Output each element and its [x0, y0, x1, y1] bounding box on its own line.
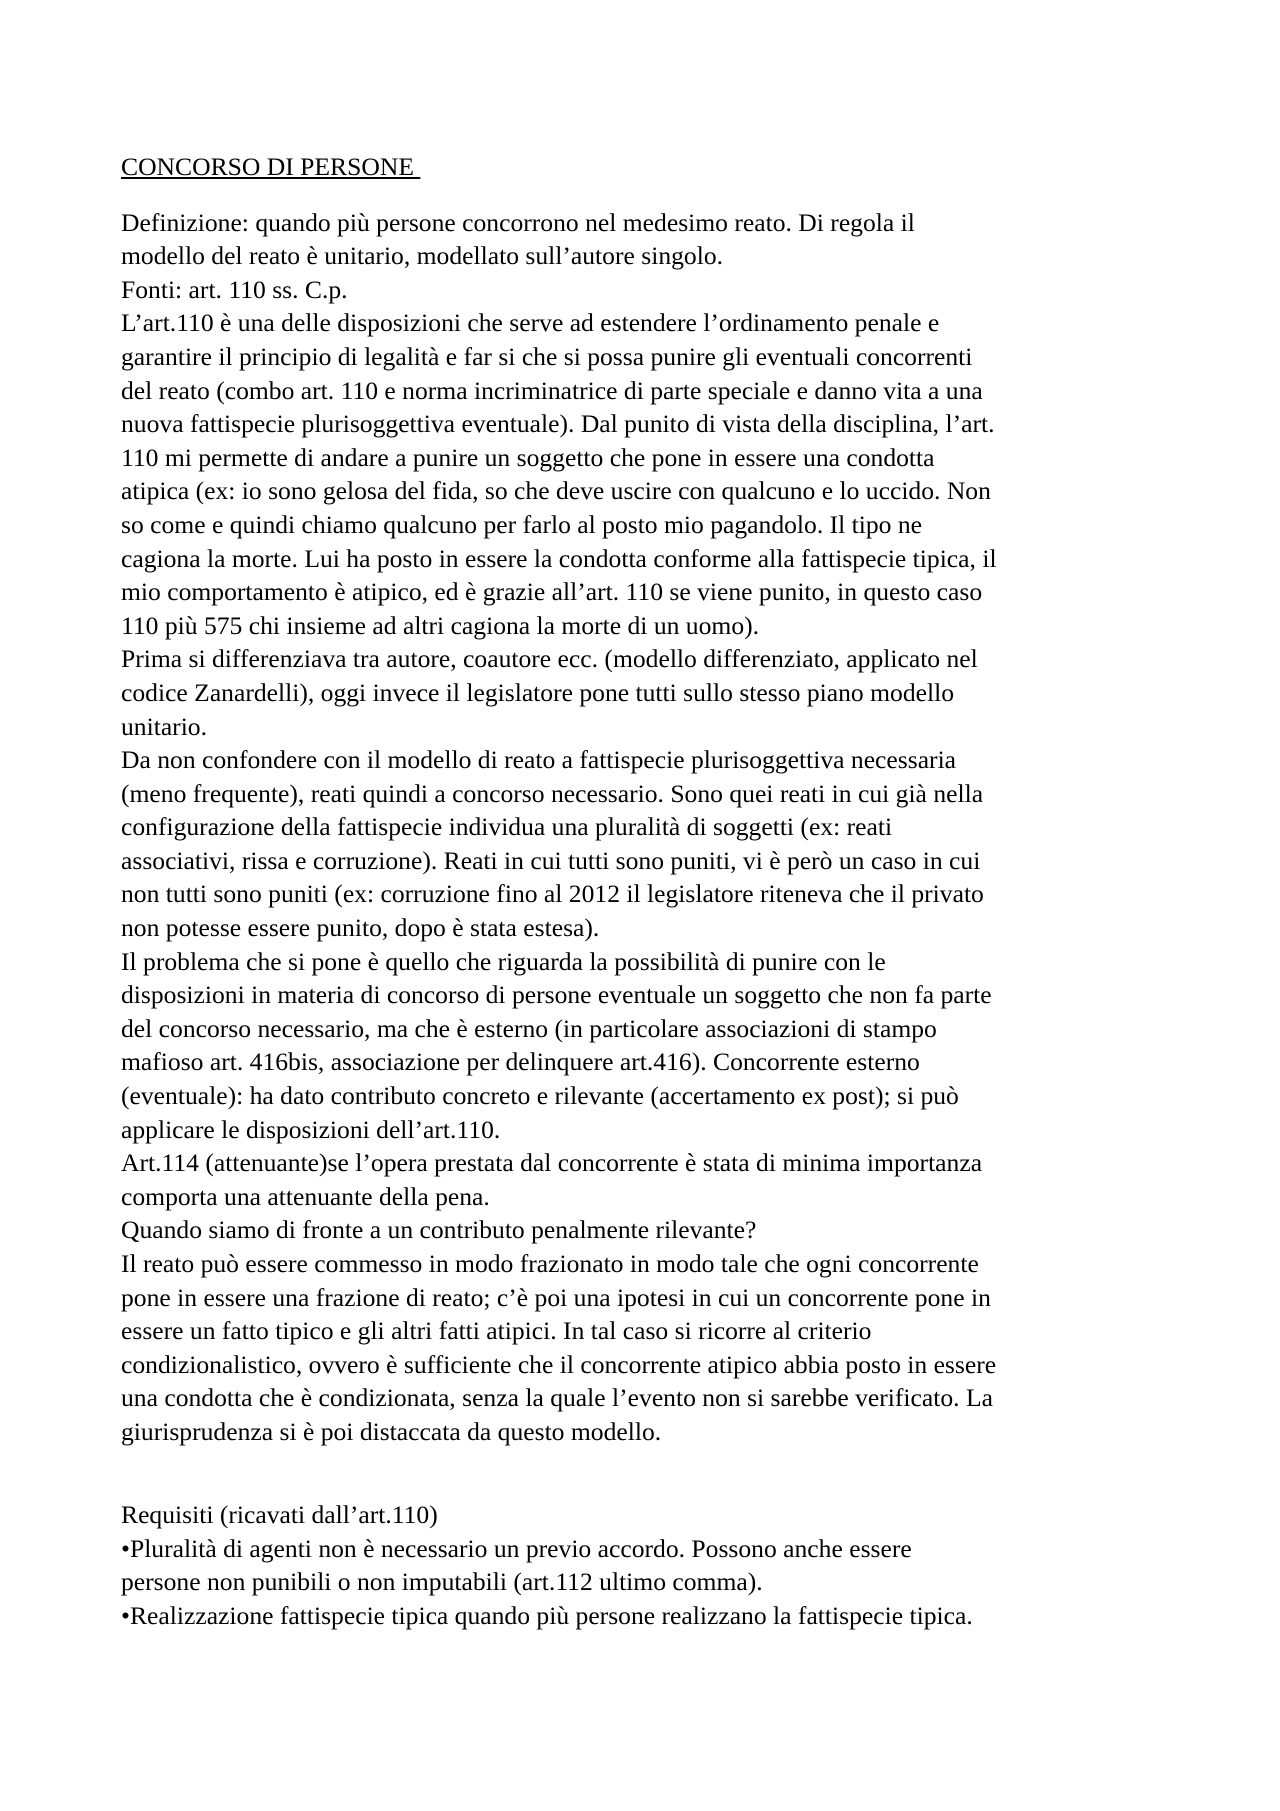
text-line: •Realizzazione fattispecie tipica quando più persone realizzano la fattispecie tipica. [121, 1600, 973, 1630]
text-line: atipica (ex: io sono gelosa del fida, so che deve uscire con qualcuno e lo uccido. Non [121, 476, 991, 506]
text-line: persone non punibili o non imputabili (art.112 ultimo comma). [121, 1567, 763, 1597]
blank-line-small [121, 1482, 1166, 1498]
text-line: 110 mi permette di andare a punire un soggetto che pone in essere una condotta [121, 442, 935, 472]
text-line: L’art.110 è una delle disposizioni che serve ad estendere l’ordinamento penale e [121, 308, 940, 338]
text-line: configurazione della fattispecie individua una pluralità di soggetti (ex: reati [121, 812, 893, 842]
text-line: codice Zanardelli), oggi invece il legislatore pone tutti sullo stesso piano modello [121, 677, 955, 707]
text-line: Da non confondere con il modello di reato a fattispecie plurisoggettiva necessaria [121, 745, 957, 775]
text-line: essere un fatto tipico e gli altri fatti atipici. In tal caso si ricorre al criterio [121, 1316, 872, 1346]
paragraph-block-requirements [121, 1498, 1166, 1632]
text-line: unitario. [121, 711, 208, 741]
text-line: applicare le disposizioni dell’art.110. [121, 1114, 501, 1144]
document-body [121, 150, 1166, 1633]
text-line: non potesse essere punito, dopo è stata estesa). [121, 913, 600, 943]
text-line: Fonti: art. 110 ss. C.p. [121, 274, 348, 304]
text-line: •Pluralità di agenti non è necessario un previo accordo. Possono anche essere [121, 1533, 912, 1563]
text-line: mio comportamento è atipico, ed è grazie all’art. 110 se viene punito, in questo caso [121, 577, 983, 607]
text-line: (eventuale): ha dato contributo concreto e rilevante (accertamento ex post); si può [121, 1081, 959, 1111]
text-line: mafioso art. 416bis, associazione per delinquere art.416). Concorrente esterno [121, 1047, 920, 1077]
text-line: del reato (combo art. 110 e norma incriminatrice di parte speciale e danno vita a una [121, 375, 983, 405]
paragraph-block-main [121, 206, 1166, 1449]
text-line: Prima si differenziava tra autore, coautore ecc. (modello differenziato, applicato nel [121, 644, 978, 674]
text-line: condizionalistico, ovvero è sufficiente che il concorrente atipico abbia posto in essere [121, 1349, 997, 1379]
text-line: so come e quindi chiamo qualcuno per farlo al posto mio pagandolo. Il tipo ne [121, 509, 923, 539]
text-line: modello del reato è unitario, modellato sull’autore singolo. [121, 241, 724, 271]
text-line: Il reato può essere commesso in modo frazionato in modo tale che ogni concorrente [121, 1249, 979, 1278]
text-line: Definizione: quando più persone concorrono nel medesimo reato. Di regola il [121, 207, 915, 237]
text-line: 110 più 575 chi insieme ad altri cagiona la morte di un uomo). [121, 610, 760, 640]
document-title: CONCORSO DI PERSONE [121, 152, 421, 181]
text-line: Art.114 (attenuante)se l’opera prestata dal concorrente è stata di minima importanza [121, 1148, 983, 1178]
text-line: non tutti sono puniti (ex: corruzione fino al 2012 il legislatore riteneva che il privato [121, 879, 984, 909]
text-line: Il problema che si pone è quello che riguarda la possibilità di punire con le [121, 946, 886, 976]
blank-line [121, 1449, 1166, 1483]
text-line: associativi, rissa e corruzione). Reati in cui tutti sono puniti, vi è però un caso in cui [121, 845, 981, 875]
text-line: giurisprudenza si è poi distaccata da questo modello. [121, 1416, 662, 1446]
text-line: comporta una attenuante della pena. [121, 1181, 490, 1211]
text-line: cagiona la morte. Lui ha posto in essere la condotta conforme alla fattispecie tipica, il [121, 543, 997, 573]
text-line: Requisiti (ricavati dall’art.110) [121, 1500, 438, 1530]
text-line: garantire il principio di legalità e far si che si possa punire gli eventuali concorrenti [121, 341, 973, 371]
text-line: (meno frequente), reati quindi a concorso necessario. Sono quei reati in cui già nella [121, 778, 984, 808]
text-line: una condotta che è condizionata, senza la quale l’evento non si sarebbe verificato. La [121, 1383, 993, 1413]
text-line: Quando siamo di fronte a un contributo penalmente rilevante? [121, 1215, 757, 1245]
text-line: nuova fattispecie plurisoggettiva eventuale). Dal punito di vista della disciplina, l’art. [121, 409, 995, 439]
text-line: del concorso necessario, ma che è esterno (in particolare associazioni di stampo [121, 1013, 937, 1043]
text-line: pone in essere una frazione di reato; c’è poi una ipotesi in cui un concorrente pone in [121, 1282, 991, 1312]
text-line: disposizioni in materia di concorso di persone eventuale un soggetto che non fa parte [121, 980, 992, 1010]
